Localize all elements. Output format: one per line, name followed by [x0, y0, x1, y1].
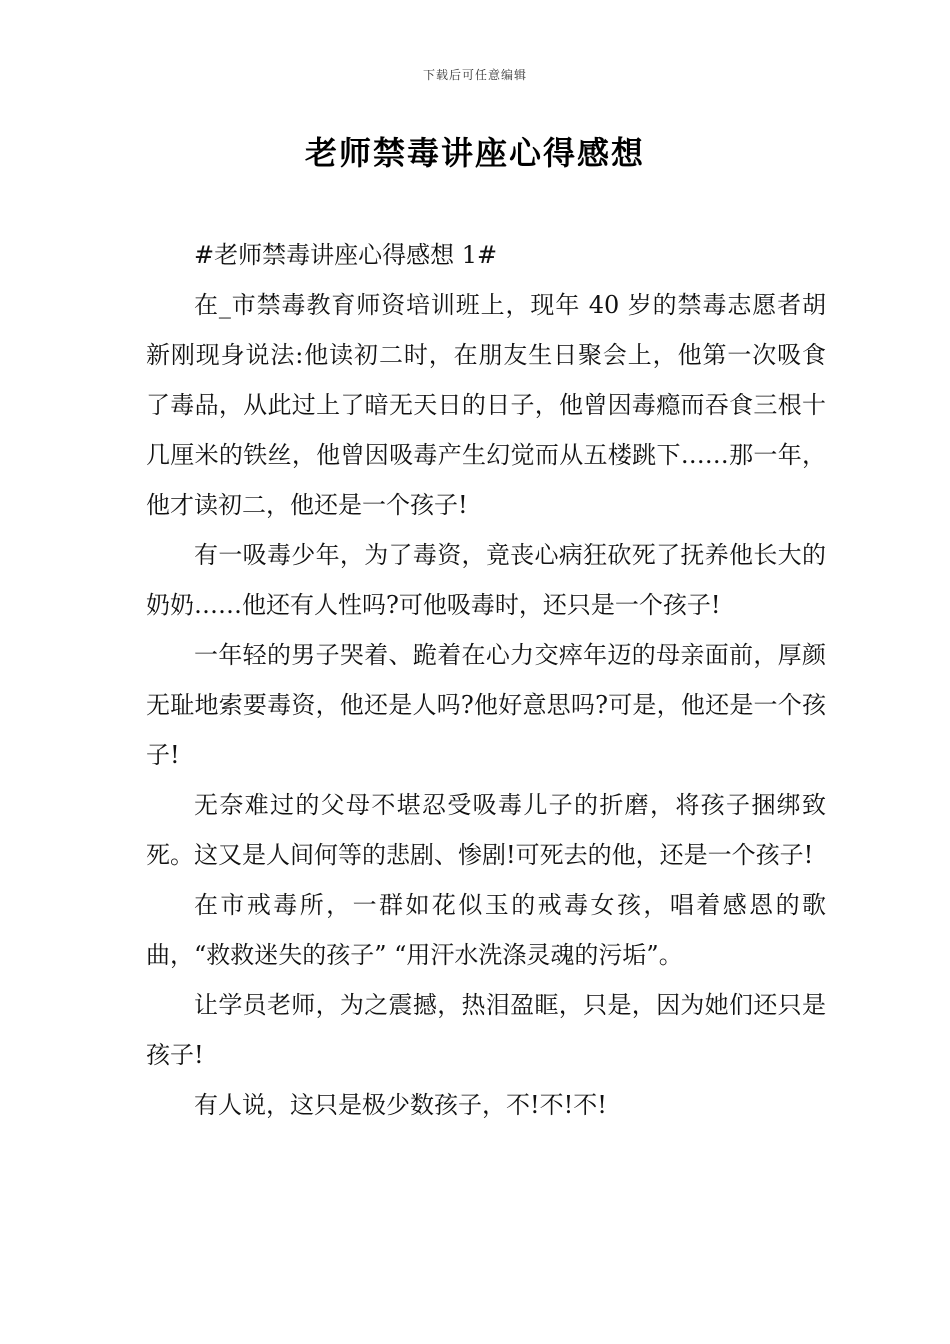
paragraph: 让学员老师，为之震撼，热泪盈眶，只是，因为她们还只是孩子!	[146, 991, 826, 1069]
paragraph: 一年轻的男子哭着、跪着在心力交瘁年迈的母亲面前，厚颜无耻地索要毒资，他还是人吗?他好意思吗?可是，他还是一个孩子!	[146, 641, 826, 769]
page-header-note: 下载后可任意编辑	[422, 68, 527, 82]
paragraph-heading: #老师禁毒讲座心得感想 1#	[194, 241, 498, 269]
document-body	[146, 230, 826, 1130]
paragraph: 有一吸毒少年，为了毒资，竟丧心病狂砍死了抚养他长大的奶奶……他还有人性吗?可他吸毒时，还只是一个孩子!	[146, 541, 826, 619]
paragraph: 有人说，这只是极少数孩子，不!不!不!	[194, 1091, 607, 1119]
paragraph: 在市戒毒所，一群如花似玉的戒毒女孩，唱着感恩的歌曲，“救救迷失的孩子” “用汗水洗涤灵魂的污垢”。	[146, 891, 826, 969]
paragraph: 无奈难过的父母不堪忍受吸毒儿子的折磨，将孩子捆绑致死。这又是人间何等的悲剧、惨剧!可死去的他，还是一个孩子!	[146, 791, 826, 869]
document-title: 老师禁毒讲座心得感想	[304, 134, 645, 172]
paragraph: 在_市禁毒教育师资培训班上，现年 40 岁的禁毒志愿者胡新刚现身说法:他读初二时，在朋友生日聚会上，他第一次吸食了毒品，从此过上了暗无天日的日子，他曾因毒瘾而吞食三根十几厘米的铁丝，他曾因吸毒产生幻觉而从五楼跳下……那一年，他才读初二，他还是一个孩子!	[146, 291, 826, 519]
